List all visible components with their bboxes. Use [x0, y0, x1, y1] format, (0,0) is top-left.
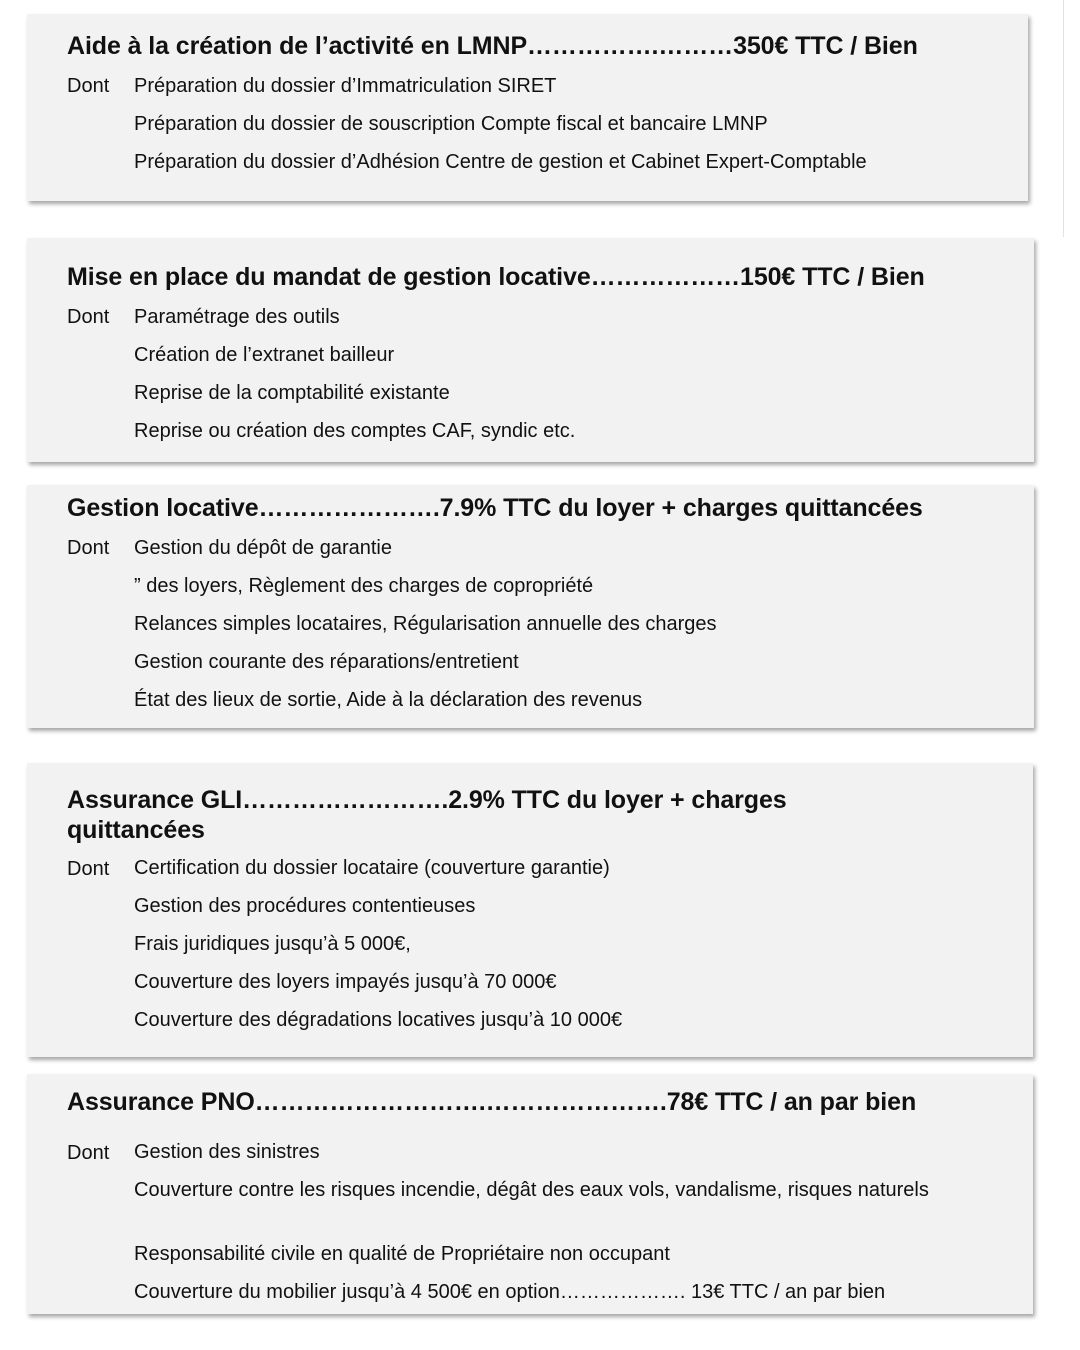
dont-label: Dont: [67, 75, 110, 97]
list-item: Frais juridiques jusqu’à 5 000€,: [134, 933, 411, 955]
section-title: Mise en place du mandat de gestion locative………………150€ TTC / Bien: [67, 263, 925, 291]
section-assurance-pno: [27, 1074, 1033, 1314]
list-item: ” des loyers, Règlement des charges de copropriété: [134, 575, 594, 597]
list-item: Reprise ou création des comptes CAF, syndic etc.: [134, 420, 576, 442]
list-item: Préparation du dossier d’Adhésion Centre de gestion et Cabinet Expert-Comptable: [134, 151, 867, 173]
section-mandat-gestion: [27, 238, 1034, 462]
section-title: Assurance PNO……………………….………………….78€ TTC / an par bien: [67, 1088, 917, 1116]
dont-label: Dont: [67, 858, 110, 880]
section-gestion-locative: [27, 485, 1034, 728]
list-item: Couverture des loyers impayés jusqu’à 70 000€: [134, 971, 557, 993]
section-title: Aide à la création de l’activité en LMNP…………….………350€ TTC / Bien: [67, 32, 918, 60]
dont-label: Dont: [67, 306, 110, 328]
page-edge-divider: [1063, 0, 1064, 237]
list-item: Gestion des procédures contentieuses: [134, 895, 476, 917]
list-item: Couverture du mobilier jusqu’à 4 500€ en option………………. 13€ TTC / an par bien: [134, 1281, 886, 1303]
list-item: Gestion du dépôt de garantie: [134, 537, 392, 559]
section-title: Assurance GLI…………………….2.9% TTC du loyer + charges quittancées: [67, 786, 787, 844]
section-assurance-gli: [27, 763, 1033, 1057]
list-item: Certification du dossier locataire (couverture garantie): [134, 857, 610, 879]
list-item: Préparation du dossier d’Immatriculation SIRET: [134, 75, 557, 97]
list-item: Responsabilité civile en qualité de Propriétaire non occupant: [134, 1243, 670, 1265]
section-lmnp-creation: [27, 14, 1028, 201]
list-item: Gestion des sinistres: [134, 1141, 320, 1163]
list-item: État des lieux de sortie, Aide à la déclaration des revenus: [134, 689, 643, 711]
dont-label: Dont: [67, 537, 110, 559]
list-item: Reprise de la comptabilité existante: [134, 382, 450, 404]
list-item: Création de l’extranet bailleur: [134, 344, 395, 366]
list-item: Couverture des dégradations locatives jusqu’à 10 000€: [134, 1009, 623, 1031]
list-item: Paramétrage des outils: [134, 306, 340, 328]
list-item: Couverture contre les risques incendie, dégât des eaux vols, vandalisme, risques naturels: [134, 1179, 929, 1201]
list-item: Gestion courante des réparations/entretient: [134, 651, 519, 673]
list-item: Préparation du dossier de souscription Compte fiscal et bancaire LMNP: [134, 113, 768, 135]
dont-label: Dont: [67, 1142, 110, 1164]
list-item: Relances simples locataires, Régularisation annuelle des charges: [134, 613, 717, 635]
section-title: Gestion locative………………….7.9% TTC du loyer + charges quittancées: [67, 494, 923, 522]
